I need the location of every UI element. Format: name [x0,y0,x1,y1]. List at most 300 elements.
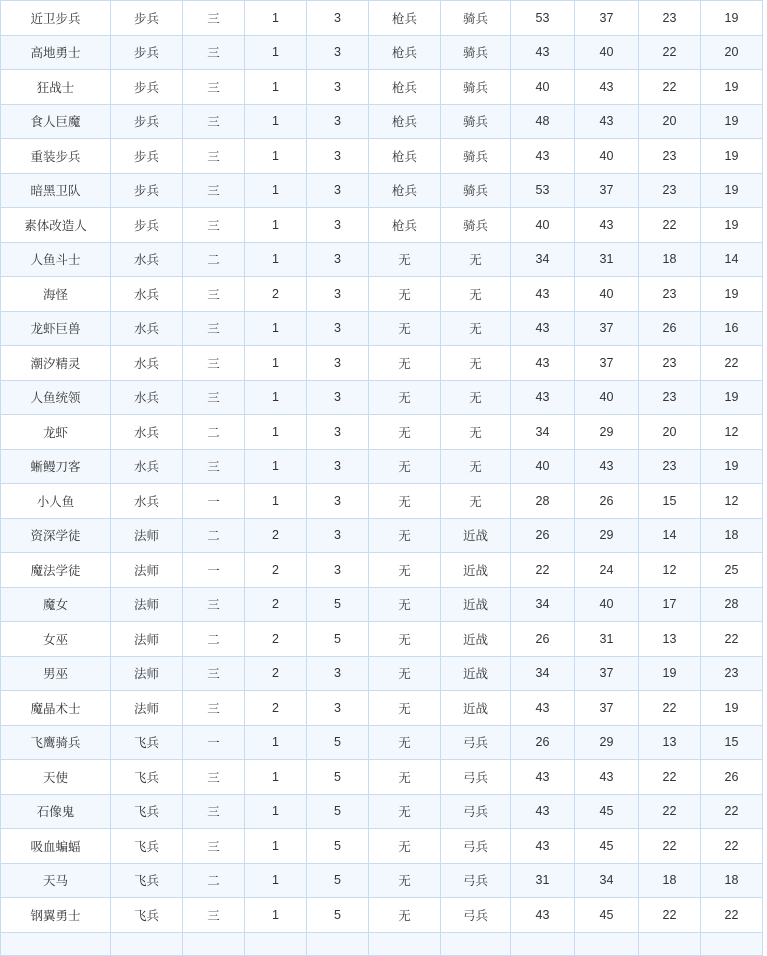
table-cell: 3 [307,104,369,139]
table-cell: 3 [307,277,369,312]
table-cell: 水兵 [111,277,183,312]
table-row [1,1,763,36]
table-cell: 45 [575,794,639,829]
table-cell: 步兵 [111,104,183,139]
unit-name-cell: 潮汐精灵 [1,346,111,381]
table-cell: 45 [575,829,639,864]
table-cell: 近战 [441,622,511,657]
table-cell: 三 [183,691,245,726]
table-cell: 22 [701,794,763,829]
unit-name-cell: 小人鱼 [1,484,111,519]
table-cell: 近战 [441,656,511,691]
table-cell: 34 [511,242,575,277]
table-cell: 17 [639,587,701,622]
table-cell: 骑兵 [441,173,511,208]
table-row [1,863,763,898]
table-cell: 无 [369,380,441,415]
unit-name-cell: 吸血蝙蝠 [1,829,111,864]
table-cell: 22 [639,208,701,243]
table-cell: 1 [245,104,307,139]
table-cell: 无 [369,587,441,622]
table-row [1,277,763,312]
table-cell: 步兵 [111,139,183,174]
table-cell: 2 [245,553,307,588]
table-cell: 43 [511,277,575,312]
table-cell: 5 [307,587,369,622]
table-cell: 法师 [111,553,183,588]
table-cell: 弓兵 [441,898,511,933]
table-cell: 5 [307,863,369,898]
table-cell [245,932,307,955]
table-cell: 19 [701,139,763,174]
table-cell [575,932,639,955]
table-cell: 无 [369,725,441,760]
table-cell: 34 [511,415,575,450]
table-cell: 无 [441,242,511,277]
table-cell: 34 [575,863,639,898]
table-cell: 43 [575,760,639,795]
table-cell: 16 [701,311,763,346]
table-cell: 骑兵 [441,35,511,70]
table-cell: 无 [369,794,441,829]
table-cell [111,932,183,955]
table-cell: 1 [245,242,307,277]
table-cell: 53 [511,173,575,208]
unit-name-cell: 天马 [1,863,111,898]
table-cell: 19 [701,1,763,36]
unit-name-cell: 暗黑卫队 [1,173,111,208]
table-cell: 29 [575,415,639,450]
table-cell: 40 [511,449,575,484]
unit-name-cell: 魔女 [1,587,111,622]
table-cell: 5 [307,725,369,760]
table-cell: 3 [307,656,369,691]
table-cell: 3 [307,518,369,553]
table-cell: 飞兵 [111,829,183,864]
table-cell: 无 [369,242,441,277]
table-cell: 26 [575,484,639,519]
table-cell: 一 [183,553,245,588]
table-cell: 无 [441,415,511,450]
table-cell: 5 [307,829,369,864]
table-cell: 枪兵 [369,104,441,139]
table-cell: 3 [307,553,369,588]
unit-name-cell: 高地勇士 [1,35,111,70]
table-cell: 43 [511,139,575,174]
table-row [1,760,763,795]
table-cell: 步兵 [111,1,183,36]
unit-name-cell: 重装步兵 [1,139,111,174]
unit-name-cell: 食人巨魔 [1,104,111,139]
table-cell: 无 [369,622,441,657]
table-cell: 无 [369,311,441,346]
table-cell: 一 [183,725,245,760]
table-cell: 19 [701,70,763,105]
table-cell: 23 [639,380,701,415]
table-row [1,380,763,415]
table-cell: 22 [639,794,701,829]
table-cell: 三 [183,139,245,174]
table-cell: 三 [183,760,245,795]
table-row [1,139,763,174]
table-cell: 近战 [441,553,511,588]
table-row [1,829,763,864]
table-cell: 飞兵 [111,863,183,898]
table-cell: 枪兵 [369,1,441,36]
table-cell: 三 [183,70,245,105]
table-cell: 无 [441,277,511,312]
table-cell: 3 [307,311,369,346]
unit-name-cell: 天使 [1,760,111,795]
table-cell: 22 [639,760,701,795]
table-cell: 一 [183,484,245,519]
table-cell: 1 [245,725,307,760]
table-cell: 43 [511,794,575,829]
table-cell: 29 [575,725,639,760]
table-cell: 三 [183,1,245,36]
table-cell: 23 [639,139,701,174]
table-cell: 1 [245,70,307,105]
table-cell: 三 [183,656,245,691]
table-cell: 骑兵 [441,1,511,36]
table-cell: 枪兵 [369,208,441,243]
table-cell [639,932,701,955]
table-cell: 3 [307,380,369,415]
table-cell: 22 [639,35,701,70]
table-cell: 1 [245,1,307,36]
table-cell: 三 [183,104,245,139]
table-cell: 无 [369,553,441,588]
table-cell: 2 [245,518,307,553]
table-cell: 无 [369,346,441,381]
table-cell: 18 [701,518,763,553]
table-cell: 3 [307,70,369,105]
table-row [1,173,763,208]
table-cell: 26 [511,622,575,657]
table-cell: 43 [575,104,639,139]
table-cell [511,932,575,955]
table-cell [701,932,763,955]
table-cell: 23 [639,173,701,208]
table-cell: 3 [307,139,369,174]
table-cell: 12 [701,484,763,519]
table-cell: 近战 [441,518,511,553]
table-row [1,415,763,450]
table-cell: 22 [511,553,575,588]
table-cell: 13 [639,725,701,760]
table-cell: 5 [307,622,369,657]
table-cell [183,932,245,955]
table-cell: 53 [511,1,575,36]
table-cell: 13 [639,622,701,657]
table-cell: 无 [441,311,511,346]
table-cell: 1 [245,173,307,208]
table-cell: 3 [307,415,369,450]
table-row [1,346,763,381]
table-cell: 18 [701,863,763,898]
table-cell: 枪兵 [369,139,441,174]
table-cell: 23 [639,1,701,36]
table-cell: 43 [511,311,575,346]
table-cell: 2 [245,691,307,726]
table-cell: 法师 [111,656,183,691]
table-row [1,725,763,760]
unit-name-cell: 人鱼统领 [1,380,111,415]
table-cell: 37 [575,173,639,208]
table-cell: 三 [183,587,245,622]
table-cell: 骑兵 [441,139,511,174]
table-row [1,794,763,829]
table-cell: 26 [701,760,763,795]
table-cell: 19 [701,449,763,484]
table-cell: 25 [701,553,763,588]
table-cell: 5 [307,898,369,933]
unit-name-cell: 近卫步兵 [1,1,111,36]
table-cell: 40 [575,277,639,312]
table-cell: 三 [183,794,245,829]
table-row [1,691,763,726]
table-cell: 22 [639,898,701,933]
unit-name-cell: 钢翼勇士 [1,898,111,933]
table-cell: 20 [701,35,763,70]
table-row [1,104,763,139]
unit-name-cell: 男巫 [1,656,111,691]
table-cell: 无 [369,518,441,553]
table-cell: 48 [511,104,575,139]
table-cell: 水兵 [111,380,183,415]
table-cell: 22 [701,829,763,864]
table-cell: 40 [575,380,639,415]
table-cell: 43 [511,898,575,933]
table-row [1,656,763,691]
table-cell: 飞兵 [111,725,183,760]
table-cell: 水兵 [111,242,183,277]
table-cell: 1 [245,311,307,346]
table-cell: 骑兵 [441,208,511,243]
table-cell: 40 [511,208,575,243]
table-cell: 2 [245,656,307,691]
table-cell: 15 [701,725,763,760]
table-cell: 法师 [111,622,183,657]
table-row [1,35,763,70]
unit-name-cell: 人鱼斗士 [1,242,111,277]
table-cell: 法师 [111,518,183,553]
table-cell: 23 [639,449,701,484]
table-cell: 22 [701,346,763,381]
table-cell: 22 [639,829,701,864]
table-cell: 三 [183,311,245,346]
table-cell: 弓兵 [441,829,511,864]
table-cell: 三 [183,208,245,243]
table-cell: 43 [575,449,639,484]
table-cell: 12 [701,415,763,450]
table-cell: 三 [183,898,245,933]
table-cell: 枪兵 [369,35,441,70]
unit-name-cell: 资深学徒 [1,518,111,553]
table-cell: 40 [511,70,575,105]
table-cell: 弓兵 [441,863,511,898]
table-cell: 三 [183,35,245,70]
unit-name-cell [1,932,111,955]
table-cell [441,932,511,955]
table-cell: 弓兵 [441,794,511,829]
table-cell: 三 [183,173,245,208]
table-cell: 23 [639,277,701,312]
table-cell: 19 [701,380,763,415]
table-cell: 1 [245,346,307,381]
table-row [1,622,763,657]
table-cell: 三 [183,449,245,484]
table-cell: 3 [307,173,369,208]
table-cell: 3 [307,1,369,36]
table-cell: 1 [245,415,307,450]
table-row [1,518,763,553]
table-row [1,553,763,588]
table-cell: 1 [245,794,307,829]
table-cell: 骑兵 [441,104,511,139]
table-cell: 二 [183,622,245,657]
table-cell: 弓兵 [441,725,511,760]
table-row [1,484,763,519]
table-cell: 2 [245,587,307,622]
table-cell: 1 [245,484,307,519]
unit-name-cell: 魔晶术士 [1,691,111,726]
table-cell: 43 [511,829,575,864]
table-cell: 22 [639,70,701,105]
table-cell: 2 [245,622,307,657]
table-cell: 45 [575,898,639,933]
table-cell: 3 [307,208,369,243]
table-cell: 22 [701,622,763,657]
table-cell: 43 [511,691,575,726]
table-cell: 近战 [441,587,511,622]
table-cell: 无 [441,449,511,484]
unit-name-cell: 狂战士 [1,70,111,105]
table-cell: 1 [245,898,307,933]
table-cell: 26 [511,725,575,760]
table-row [1,242,763,277]
table-cell: 三 [183,277,245,312]
table-cell: 无 [441,484,511,519]
table-cell: 34 [511,656,575,691]
table-cell: 2 [245,277,307,312]
table-cell: 近战 [441,691,511,726]
table-cell: 18 [639,242,701,277]
table-cell: 3 [307,346,369,381]
table-cell: 22 [701,898,763,933]
table-cell: 步兵 [111,70,183,105]
table-cell: 无 [369,863,441,898]
table-cell [307,932,369,955]
table-cell: 弓兵 [441,760,511,795]
table-cell: 19 [701,691,763,726]
table-cell: 40 [575,35,639,70]
table-cell: 3 [307,449,369,484]
table-cell: 43 [511,35,575,70]
table-cell: 19 [701,277,763,312]
table-cell: 无 [441,380,511,415]
table-cell: 37 [575,311,639,346]
table-cell: 20 [639,104,701,139]
unit-name-cell: 女巫 [1,622,111,657]
table-cell: 31 [575,242,639,277]
table-cell: 43 [575,208,639,243]
table-cell: 19 [701,104,763,139]
table-cell: 22 [639,691,701,726]
table-cell: 飞兵 [111,794,183,829]
table-cell: 40 [575,139,639,174]
table-cell: 水兵 [111,484,183,519]
table-cell: 15 [639,484,701,519]
table-cell: 37 [575,346,639,381]
table-cell: 步兵 [111,208,183,243]
table-cell: 5 [307,794,369,829]
table-cell: 水兵 [111,415,183,450]
table-row [1,70,763,105]
table-cell: 二 [183,415,245,450]
table-cell: 43 [575,70,639,105]
table-cell: 无 [369,691,441,726]
table-cell: 31 [511,863,575,898]
table-cell: 无 [369,415,441,450]
table-cell: 37 [575,691,639,726]
table-cell: 三 [183,829,245,864]
table-cell: 14 [701,242,763,277]
table-cell: 步兵 [111,173,183,208]
table-cell: 无 [369,449,441,484]
table-cell: 18 [639,863,701,898]
table-cell: 1 [245,449,307,484]
table-cell: 二 [183,518,245,553]
unit-stats-table-body [1,1,763,956]
table-cell: 37 [575,656,639,691]
unit-name-cell: 蜥鳗刀客 [1,449,111,484]
table-cell: 1 [245,380,307,415]
table-cell: 5 [307,760,369,795]
table-cell: 3 [307,242,369,277]
table-cell: 飞兵 [111,760,183,795]
table-cell: 1 [245,35,307,70]
table-cell: 无 [369,760,441,795]
table-cell: 28 [701,587,763,622]
table-row [1,208,763,243]
table-cell: 枪兵 [369,173,441,208]
table-cell: 26 [511,518,575,553]
table-cell: 37 [575,1,639,36]
table-cell: 无 [369,656,441,691]
table-cell: 31 [575,622,639,657]
table-cell: 步兵 [111,35,183,70]
table-cell: 3 [307,484,369,519]
table-cell: 无 [441,346,511,381]
unit-name-cell: 海怪 [1,277,111,312]
unit-name-cell: 龙虾 [1,415,111,450]
table-cell: 19 [701,208,763,243]
table-row [1,449,763,484]
unit-name-cell: 素体改造人 [1,208,111,243]
table-row [1,311,763,346]
table-row [1,587,763,622]
table-cell: 26 [639,311,701,346]
table-row [1,898,763,933]
unit-name-cell: 石像鬼 [1,794,111,829]
table-cell: 水兵 [111,449,183,484]
table-cell: 19 [639,656,701,691]
table-cell: 3 [307,35,369,70]
table-cell: 无 [369,277,441,312]
table-cell: 二 [183,242,245,277]
table-cell: 43 [511,760,575,795]
